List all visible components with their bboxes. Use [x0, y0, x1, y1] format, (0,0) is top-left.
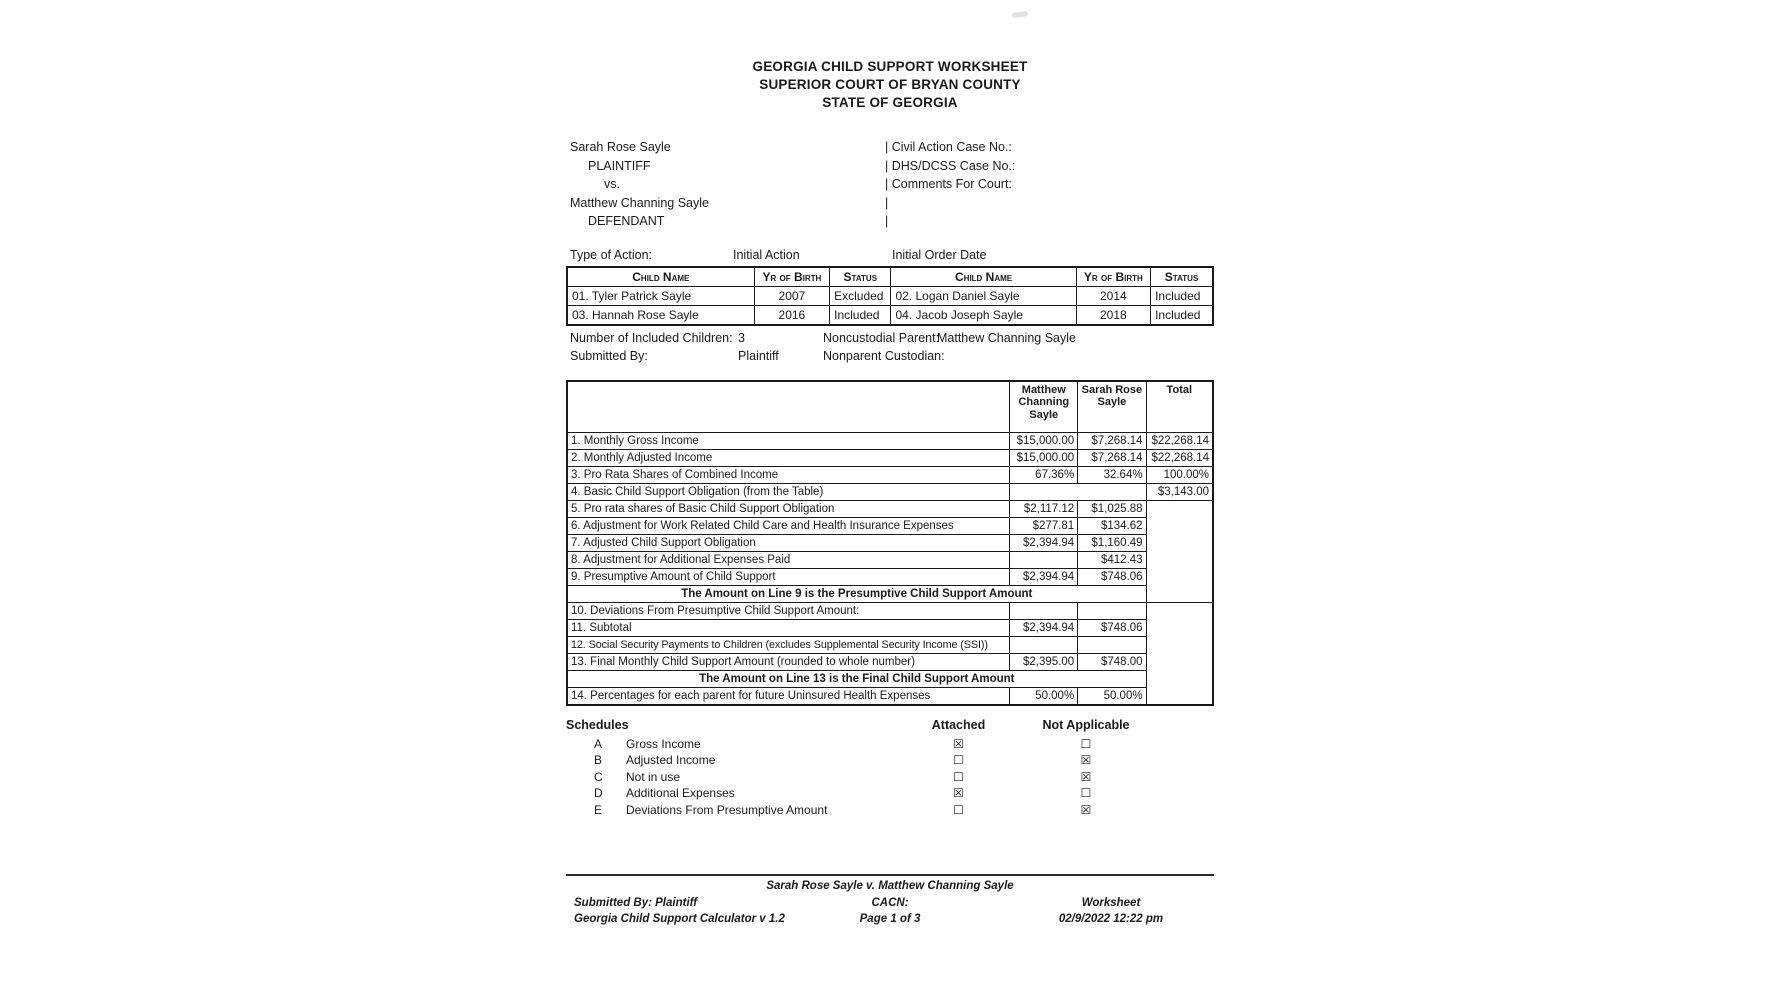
schedules-section — [566, 718, 1214, 818]
type-of-action-value: Initial Action — [733, 247, 800, 262]
parties-block — [566, 138, 1214, 231]
parent2-value: $1,160.49 — [1078, 535, 1146, 552]
line-label: 5. Pro rata shares of Basic Child Support Obligation — [567, 501, 1010, 518]
child-name: 01. Tyler Patrick Sayle — [567, 287, 754, 306]
child-name: 04. Jacob Joseph Sayle — [891, 306, 1076, 325]
type-of-action-label: Type of Action: — [570, 247, 652, 262]
line-label: 6. Adjustment for Work Related Child Care and Health Insurance Expenses — [567, 518, 1010, 535]
worksheet-row-12 — [567, 637, 1213, 654]
noncustodial-parent-label: Noncustodial Parent: — [823, 330, 940, 345]
parent2-value: 32.64% — [1078, 467, 1146, 484]
schedules-title: Schedules — [566, 717, 629, 732]
col-header-yr-of-birth: Yr of Birth — [1076, 267, 1150, 287]
parent2-value: $412.43 — [1078, 552, 1146, 569]
attached-checkbox-icon: ☐ — [953, 802, 964, 817]
submitted-by-value: Plaintiff — [738, 348, 779, 363]
worksheet-row-4 — [567, 484, 1213, 501]
versus-label: vs. — [604, 177, 620, 191]
children-table — [566, 266, 1214, 326]
parties-left — [566, 138, 885, 231]
col-header-child-name: Child Name — [891, 267, 1076, 287]
blank-cell — [1010, 484, 1146, 501]
parent1-value: $277.81 — [1010, 518, 1078, 535]
worksheet-row-7 — [567, 535, 1213, 552]
col-header-parent2: Sarah Rose Sayle — [1078, 381, 1146, 433]
included-children-label: Number of Included Children: — [570, 330, 733, 345]
line-label: 11. Subtotal — [567, 620, 1010, 637]
page-footer — [566, 874, 1214, 933]
parent2-value: $1,025.88 — [1078, 501, 1146, 518]
document-page — [566, 58, 1214, 933]
children-header-row — [567, 267, 1213, 287]
col-header-status: Status — [830, 267, 891, 287]
not-applicable-column-header: Not Applicable — [1042, 717, 1130, 732]
nonparent-custodian-label: Nonparent Custodian: — [823, 348, 945, 363]
footer-divider — [566, 874, 1214, 876]
parent2-value: $7,268.14 — [1078, 450, 1146, 467]
attached-checkbox-icon: ☒ — [953, 786, 964, 800]
parent1-value — [1010, 637, 1078, 654]
worksheet-row-14 — [567, 688, 1213, 705]
footer-case-caption: Sarah Rose Sayle v. Matthew Channing Sayle — [766, 879, 1014, 892]
line9-band-text: The Amount on Line 9 is the Presumptive Child Support Amount — [567, 586, 1146, 603]
case-summary — [566, 331, 1214, 367]
worksheet-header-row — [567, 381, 1213, 433]
total-value: $22,268.14 — [1146, 433, 1213, 450]
footer-cacn-label: CACN: — [871, 896, 909, 909]
child-status: Included — [1151, 287, 1213, 306]
col-header-blank — [567, 381, 1010, 433]
children-row — [567, 306, 1213, 325]
parent1-value: $2,395.00 — [1010, 654, 1078, 671]
line9-band-row — [567, 586, 1213, 603]
schedule-letter: C — [594, 769, 603, 784]
parent1-value: $2,117.12 — [1010, 501, 1078, 518]
schedule-letter: E — [594, 802, 603, 817]
type-of-action-line — [566, 248, 1214, 264]
defendant-name: Matthew Channing Sayle — [570, 195, 709, 210]
col-header-total: Total — [1146, 381, 1213, 433]
worksheet-row-9 — [567, 569, 1213, 586]
worksheet-row-13 — [567, 654, 1213, 671]
parent2-value: $7,268.14 — [1078, 433, 1146, 450]
title-line-3: STATE OF GEORGIA — [822, 95, 958, 110]
col-header-child-name: Child Name — [567, 267, 754, 287]
case-info-line: | — [885, 214, 889, 228]
scan-artifact — [1012, 11, 1029, 18]
line-label: 1. Monthly Gross Income — [567, 433, 1010, 450]
footer-submitted-by: Submitted By: Plaintiff — [574, 896, 698, 909]
col-header-status: Status — [1151, 267, 1213, 287]
line-label: 9. Presumptive Amount of Child Support — [567, 569, 1010, 586]
initial-order-date-label: Initial Order Date — [892, 247, 987, 262]
parent1-value: 50.00% — [1010, 688, 1078, 705]
footer-timestamp: 02/9/2022 12:22 pm — [1058, 912, 1164, 925]
child-yr-of-birth: 2016 — [754, 306, 829, 325]
not-applicable-checkbox-icon: ☐ — [1080, 786, 1092, 800]
title-line-1: GEORGIA CHILD SUPPORT WORKSHEET — [752, 59, 1028, 74]
parent1-value: $15,000.00 — [1010, 433, 1078, 450]
child-name: 03. Hannah Rose Sayle — [567, 306, 754, 325]
parent2-value: 50.00% — [1078, 688, 1146, 705]
child-yr-of-birth: 2007 — [754, 287, 829, 306]
schedule-label: Gross Income — [626, 736, 701, 751]
total-value: 100.00% — [1146, 467, 1213, 484]
total-value: $3,143.00 — [1146, 484, 1213, 501]
line-label: 12. Social Security Payments to Children (excludes Supplemental Security Income (SSI)) — [567, 637, 1010, 654]
schedule-letter: A — [594, 736, 603, 751]
parent2-value — [1078, 637, 1146, 654]
schedule-label: Deviations From Presumptive Amount — [626, 802, 828, 817]
worksheet-row-1 — [567, 433, 1213, 450]
parent2-value: $748.06 — [1078, 620, 1146, 637]
attached-checkbox-icon: ☐ — [953, 753, 964, 767]
worksheet-row-10 — [567, 603, 1213, 620]
schedule-label: Adjusted Income — [626, 753, 716, 767]
not-applicable-checkbox-icon: ☒ — [1080, 753, 1092, 767]
footer-calculator-version: Georgia Child Support Calculator v 1.2 — [574, 912, 785, 925]
not-applicable-checkbox-icon: ☒ — [1080, 769, 1092, 784]
line-label: 7. Adjusted Child Support Obligation — [567, 535, 1010, 552]
total-value: $22,268.14 — [1146, 450, 1213, 467]
parent1-value: 67.36% — [1010, 467, 1078, 484]
plaintiff-name: Sarah Rose Sayle — [570, 140, 671, 154]
child-yr-of-birth: 2018 — [1076, 306, 1150, 325]
child-status: Included — [1151, 306, 1213, 325]
parent2-value: $748.06 — [1078, 569, 1146, 586]
worksheet-row-6 — [567, 518, 1213, 535]
total-blank-region — [1146, 501, 1213, 603]
attached-checkbox-icon: ☐ — [953, 769, 964, 784]
attached-checkbox-icon: ☒ — [953, 736, 964, 751]
not-applicable-checkbox-icon: ☒ — [1080, 802, 1092, 817]
worksheet-row-3 — [567, 467, 1213, 484]
footer-worksheet-label: Worksheet — [1081, 896, 1141, 909]
worksheet-row-5 — [567, 501, 1213, 518]
footer-grid — [566, 897, 1214, 933]
line-label: 14. Percentages for each parent for future Uninsured Health Expenses — [567, 688, 1010, 705]
parent1-value: $15,000.00 — [1010, 450, 1078, 467]
schedule-label: Not in use — [626, 769, 681, 784]
total-blank-region — [1146, 603, 1213, 705]
defendant-role: DEFENDANT — [588, 214, 665, 228]
child-yr-of-birth: 2014 — [1076, 287, 1150, 306]
footer-page-number: Page 1 of 3 — [859, 912, 921, 925]
document-title — [566, 58, 1214, 112]
parent1-value — [1010, 603, 1078, 620]
title-line-2: SUPERIOR COURT OF BRYAN COUNTY — [759, 77, 1021, 92]
worksheet-row-11 — [567, 620, 1213, 637]
case-info-column — [885, 138, 1214, 231]
child-status: Included — [830, 306, 891, 325]
schedule-letter: B — [594, 753, 603, 767]
worksheet-table — [566, 380, 1214, 706]
col-header-parent1: Matthew Channing Sayle — [1010, 381, 1078, 433]
noncustodial-parent-value: Matthew Channing Sayle — [937, 330, 1076, 345]
parent1-value: $2,394.94 — [1010, 620, 1078, 637]
not-applicable-checkbox-icon: ☐ — [1080, 736, 1092, 751]
line-label: 10. Deviations From Presumptive Child Support Amount: — [567, 603, 1010, 620]
parent2-value: $748.00 — [1078, 654, 1146, 671]
line13-band-row — [567, 671, 1213, 688]
worksheet-row-8 — [567, 552, 1213, 569]
case-info-line: | Civil Action Case No.: — [885, 140, 1012, 154]
parent2-value — [1078, 603, 1146, 620]
line-label: 4. Basic Child Support Obligation (from the Table) — [567, 484, 1010, 501]
child-name: 02. Logan Daniel Sayle — [891, 287, 1076, 306]
schedule-label: Additional Expenses — [626, 786, 735, 800]
line-label: 2. Monthly Adjusted Income — [567, 450, 1010, 467]
line13-band-text: The Amount on Line 13 is the Final Child Support Amount — [567, 671, 1146, 688]
schedule-letter: D — [594, 786, 603, 800]
col-header-yr-of-birth: Yr of Birth — [754, 267, 829, 287]
line-label: 13. Final Monthly Child Support Amount (rounded to whole number) — [567, 654, 1010, 671]
parent1-value: $2,394.94 — [1010, 569, 1078, 586]
parent2-value: $134.62 — [1078, 518, 1146, 535]
plaintiff-role: PLAINTIFF — [588, 158, 651, 173]
worksheet-row-2 — [567, 450, 1213, 467]
children-row — [567, 287, 1213, 306]
case-info-line: | — [885, 195, 889, 210]
line-label: 8. Adjustment for Additional Expenses Paid — [567, 552, 1010, 569]
attached-column-header: Attached — [931, 717, 986, 732]
case-info-line: | Comments For Court: — [885, 177, 1012, 191]
parent1-value — [1010, 552, 1078, 569]
line-label: 3. Pro Rata Shares of Combined Income — [567, 467, 1010, 484]
included-children-value: 3 — [738, 330, 745, 345]
submitted-by-label: Submitted By: — [570, 348, 648, 363]
case-info-line: | DHS/DCSS Case No.: — [885, 158, 1016, 173]
parent1-value: $2,394.94 — [1010, 535, 1078, 552]
child-status: Excluded — [830, 287, 891, 306]
